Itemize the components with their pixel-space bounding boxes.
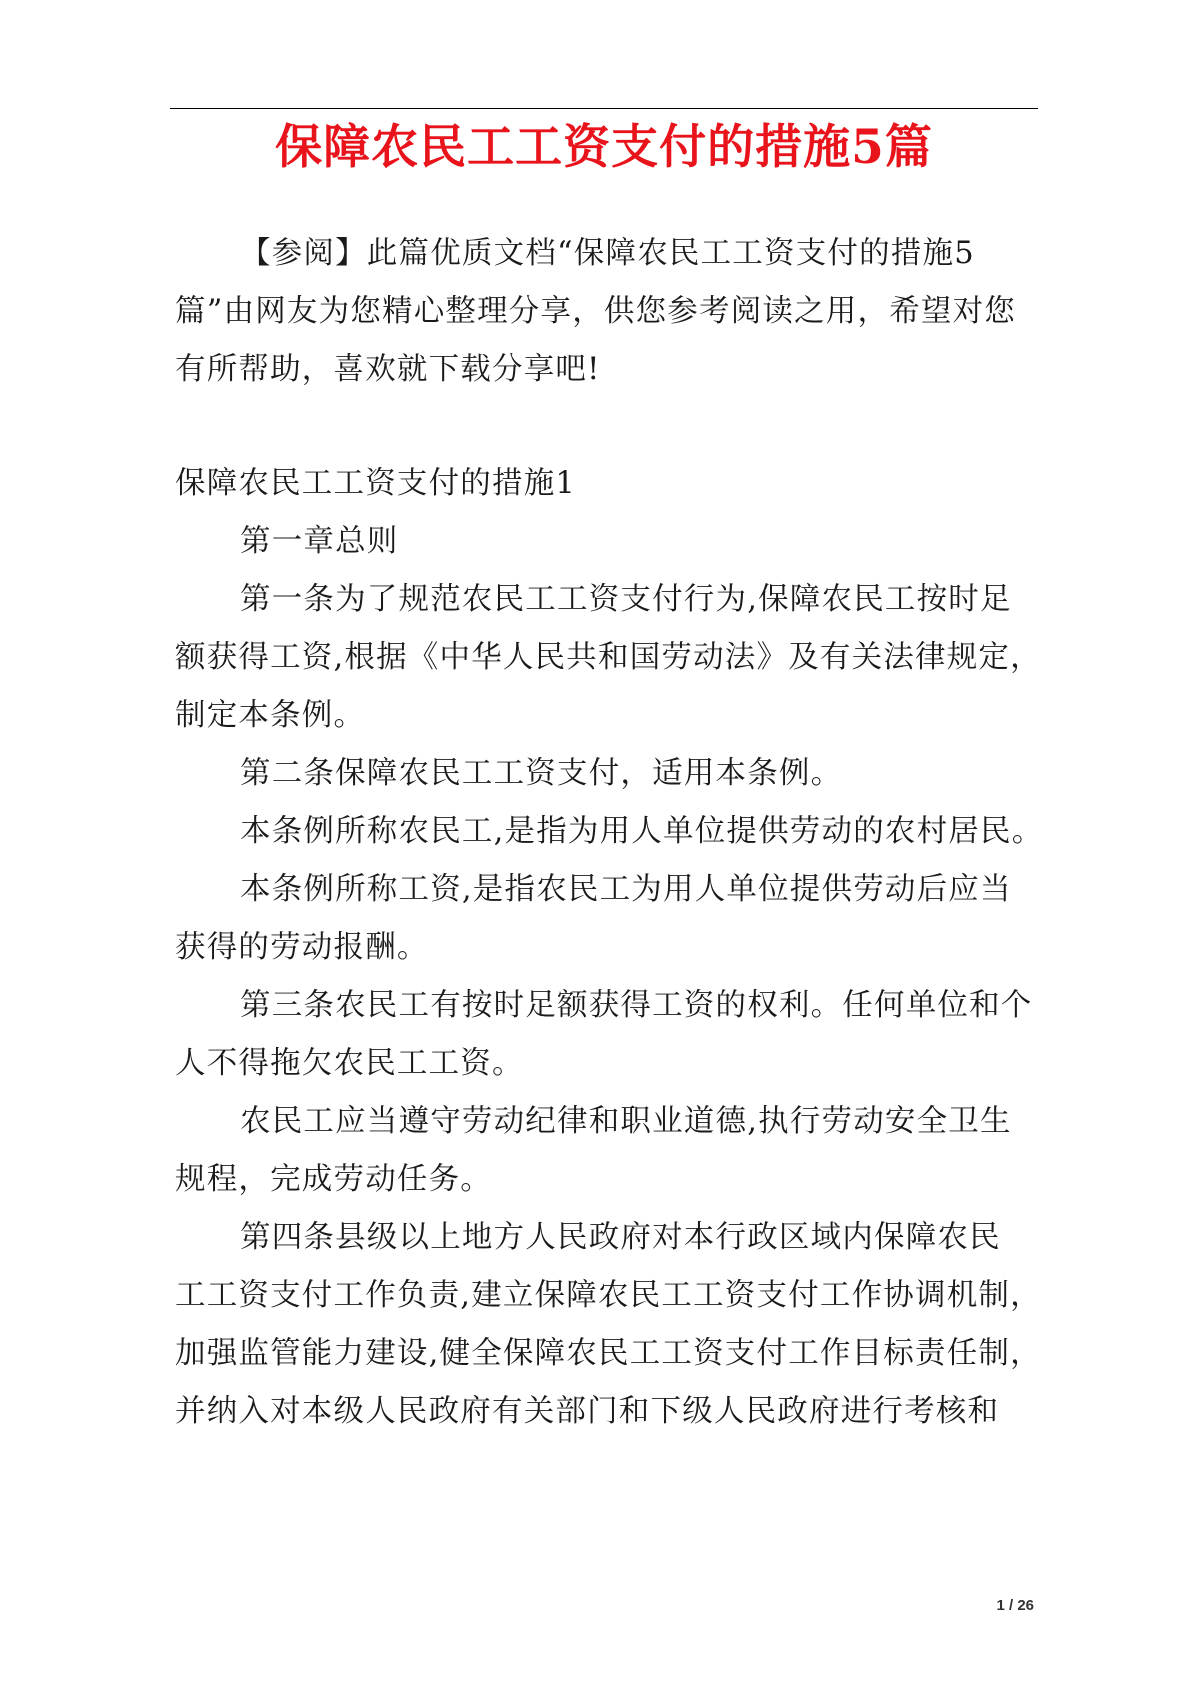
header-rule [170, 108, 1038, 109]
paragraph-line: 第三条农民工有按时足额获得工资的权利。任何单位和个 [240, 988, 1033, 1023]
paragraph-line: 第一条为了规范农民工工资支付行为,保障农民工按时足 [240, 582, 1012, 617]
paragraph-line: 额获得工资,根据《中华人民共和国劳动法》及有关法律规定， [175, 640, 1042, 675]
document-title: 保障农民工工资支付的措施5篇 [275, 120, 933, 175]
paragraph-line: 制定本条例。 [175, 698, 366, 733]
chapter-heading: 第一章总则 [240, 524, 399, 559]
intro-line-2: 篇”由网友为您精心整理分享，供您参考阅读之用，希望对您 [175, 294, 1016, 329]
intro-line-3: 有所帮助，喜欢就下载分享吧! [175, 352, 601, 387]
paragraph-line: 加强监管能力建设,健全保障农民工工资支付工作目标责任制， [175, 1336, 1042, 1371]
intro-line-1: 【参阅】此篇优质文档“保障农民工工资支付的措施5 [240, 236, 975, 271]
paragraph-line: 本条例所称农民工,是指为用人单位提供劳动的农村居民。 [240, 814, 1044, 849]
paragraph-line: 第四条县级以上地方人民政府对本行政区域内保障农民 [240, 1220, 1001, 1255]
paragraph-line: 农民工应当遵守劳动纪律和职业道德,执行劳动安全卫生 [240, 1104, 1012, 1139]
paragraph-line: 第二条保障农民工工资支付，适用本条例。 [240, 756, 843, 791]
paragraph-line: 获得的劳动报酬。 [175, 930, 429, 965]
page-number: 1 / 26 [996, 1597, 1034, 1614]
paragraph-line: 人不得拖欠农民工工资。 [175, 1046, 524, 1081]
paragraph-line: 规程，完成劳动任务。 [175, 1162, 492, 1197]
paragraph-line: 并纳入对本级人民政府有关部门和下级人民政府进行考核和 [175, 1394, 1000, 1429]
paragraph-line: 本条例所称工资,是指农民工为用人单位提供劳动后应当 [240, 872, 1012, 907]
section-heading: 保障农民工工资支付的措施1 [175, 466, 577, 501]
paragraph-line: 工工资支付工作负责,建立保障农民工工资支付工作协调机制， [175, 1278, 1042, 1313]
